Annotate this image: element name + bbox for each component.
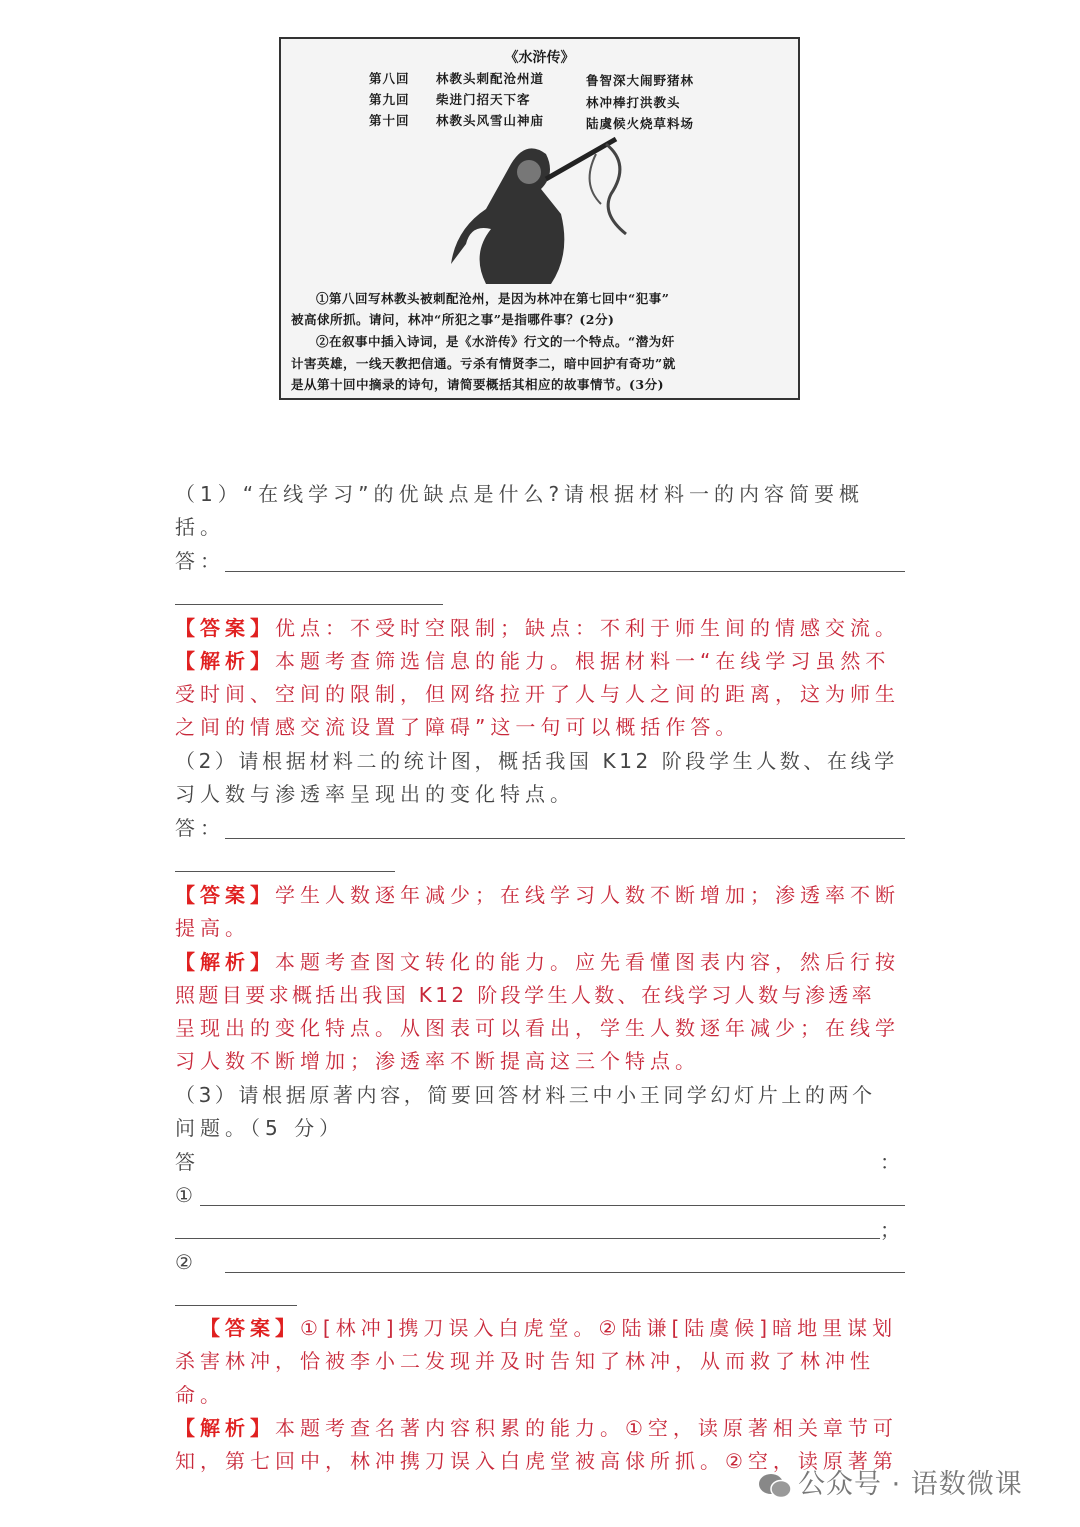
answer-line [225, 838, 905, 839]
analysis-text: 本题考查筛选信息的能力。根据材料一“在线学习虽然不 [275, 649, 891, 673]
wechat-watermark [758, 1462, 1023, 1501]
answer-label: 答： [175, 549, 225, 573]
question-1: （1）“在线学习”的优缺点是什么?请根据材料一的内容简要概 [175, 482, 865, 506]
question-2-cont: 习人数与渗透率呈现出的变化特点。 [175, 782, 575, 806]
analysis-text: 受时间、空间的限制，但网络拉开了人与人之间的距离，这为师生 [175, 682, 900, 706]
analysis-3 [175, 1415, 898, 1441]
answer-text: 学生人数逐年减少；在线学习人数不断增加；渗透率不断 [275, 883, 900, 907]
item-marker-2: ② [175, 1250, 198, 1274]
analysis-2 [175, 949, 900, 975]
textbook-figure [279, 37, 800, 400]
answer-text: ①[林冲]携刀误入白虎堂。②陆谦[陆虞候]暗地里谋划 [300, 1316, 898, 1340]
colon: ： [880, 1150, 905, 1174]
answer-text: 命。 [175, 1383, 225, 1407]
figure-title: 《水浒传》 [504, 50, 575, 66]
answer-tag: 【答案】 [175, 616, 275, 640]
answer-3 [200, 1315, 897, 1341]
chapter-title: 陆虞候火烧草料场 [586, 116, 695, 131]
answer-line [175, 1305, 297, 1306]
chapter-title: 林冲棒打洪教头 [586, 95, 681, 110]
chapter-title: 鲁智深大闹野猪林 [586, 73, 695, 88]
figure-question: ①第八回写林教头被刺配沧州，是因为林冲在第七回中“犯事” [316, 291, 670, 306]
answer-text: 优点：不受时空限制；缺点：不利于师生间的情感交流。 [275, 616, 900, 640]
figure-question: ②在叙事中插入诗词，是《水浒传》行文的一个特点。“潜为奸 [316, 334, 675, 349]
answer-text: 提高。 [175, 916, 250, 940]
chapter-title: 柴进门招天下客 [436, 92, 531, 107]
question-3: （3）请根据原著内容，简要回答材料三中小王同学幻灯片上的两个 [175, 1083, 876, 1107]
analysis-tag: 【解析】 [175, 1416, 275, 1440]
watermark-text: 公众号 · 语数微课 [798, 1469, 1023, 1500]
analysis-tag: 【解析】 [175, 950, 275, 974]
figure-question: 被高俅所抓。请问，林冲“所犯之事”是指哪件事？(2分) [291, 312, 615, 327]
answer-2 [175, 882, 900, 908]
figure-question: 计害英雄，一线天教把信通。亏杀有情贤李二，暗中回护有奇功”就 [291, 356, 676, 371]
analysis-text: 本题考查名著内容积累的能力。①空，读原著相关章节可 [275, 1416, 898, 1440]
wechat-icon [758, 1473, 792, 1499]
chapter-num: 第九回 [369, 92, 410, 107]
answer-text: 杀害林冲，恰被李小二发现并及时告知了林冲，从而救了林冲性 [175, 1349, 875, 1373]
answer-line [200, 1205, 905, 1206]
answer-line [225, 1272, 905, 1273]
answer-label: 答： [175, 816, 225, 840]
answer-1 [175, 615, 900, 641]
chapter-num: 第十回 [369, 113, 410, 128]
semicolon: ； [880, 1218, 905, 1242]
answer-tag: 【答案】 [175, 883, 275, 907]
analysis-text: 照题目要求概括出我国 K12 阶段学生人数、在线学习人数与渗透率 [175, 983, 876, 1007]
answer-label: 答 [175, 1150, 200, 1174]
answer-line [175, 604, 443, 605]
answer-tag: 【答案】 [200, 1316, 300, 1340]
analysis-text: 习人数不断增加；渗透率不断提高这三个特点。 [175, 1049, 700, 1073]
analysis-text: 呈现出的变化特点。从图表可以看出，学生人数逐年减少；在线学 [175, 1016, 900, 1040]
figure-question: 是从第十回中摘录的诗句，请简要概括其相应的故事情节。(3分) [291, 377, 665, 392]
analysis-tag: 【解析】 [175, 649, 275, 673]
analysis-text: 知，第七回中，林冲携刀误入白虎堂被高俅所抓。②空，读原著第 [175, 1449, 898, 1473]
answer-line [225, 571, 905, 572]
chapter-title: 林教头风雪山神庙 [436, 113, 545, 128]
analysis-1 [175, 648, 890, 674]
chapter-num: 第八回 [369, 71, 410, 86]
answer-line [175, 1238, 880, 1239]
question-3-cont: 问题。（5 分） [175, 1116, 345, 1140]
answer-line [175, 871, 395, 872]
chapter-title: 林教头刺配沧州道 [436, 71, 545, 86]
analysis-text: 本题考查图文转化的能力。应先看懂图表内容，然后行按 [275, 950, 900, 974]
question-1-cont: 括。 [175, 515, 225, 539]
question-2: （2）请根据材料二的统计图，概括我国 K12 阶段学生人数、在线学 [175, 749, 898, 773]
item-marker-1: ① [175, 1183, 198, 1207]
analysis-text: 之间的情感交流设置了障碍”这一句可以概括作答。 [175, 715, 741, 739]
lin-chong-illustration [431, 134, 641, 284]
